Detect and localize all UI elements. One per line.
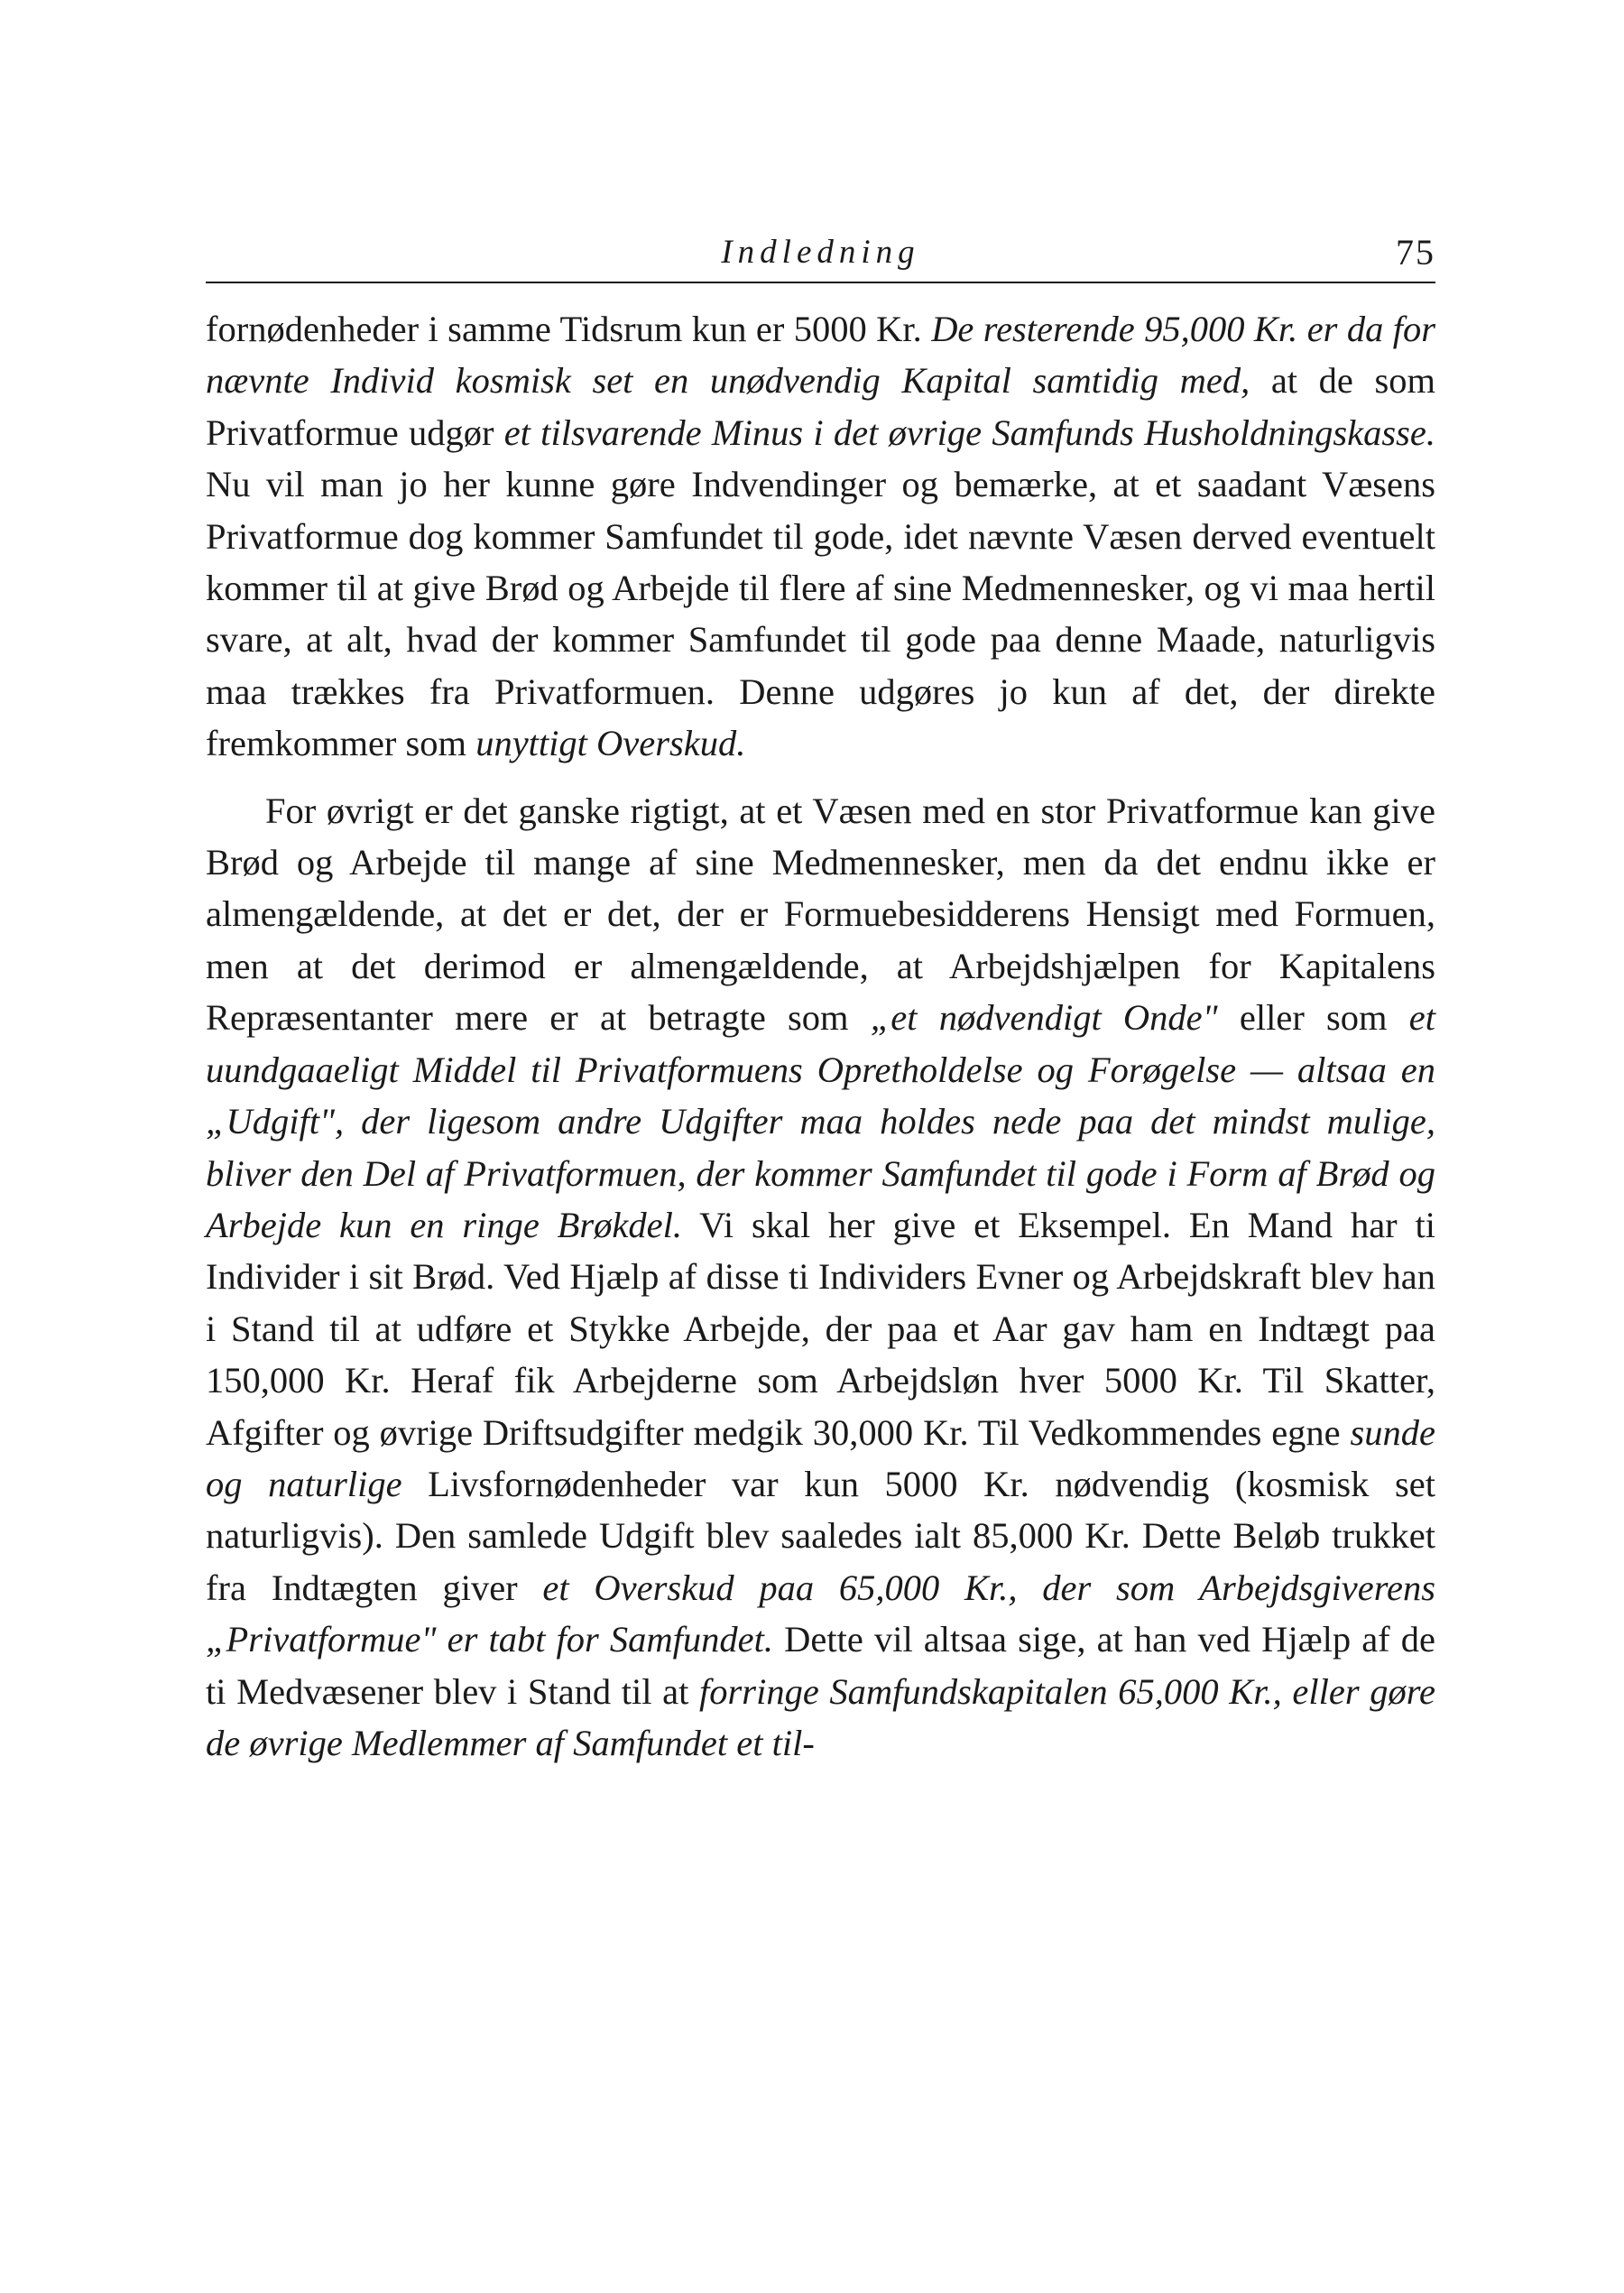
text-run: Livsfornødenheder var kun 5000 Kr. nødvendig (kosmisk set naturligvis). Den samlede Udgift blev saaledes ialt 85,000 Kr. Dette Beløb trukket fra Indtægten giver [206, 1463, 1435, 1608]
italic-run: et uundgaaeligt Middel til Privatformuens Opretholdelse og Forøgelse — altsaa en „Udgift", der ligesom andre Udgifter maa holdes nede paa det mindst mulige, bliver den Del af Privatformuen, der kommer Samfundet til gode i Form af Brød og Arbejde kun en ringe Brøkdel. [206, 997, 1435, 1245]
text-run: Nu vil man jo her kunne gøre Indvendinger og bemærke, at et saadant Væsens Privatformue dog kommer Samfundet til gode, idet nævnte Væsen derved eventuelt kommer til at give Brød og Arbejde til flere af sine Medmennesker, og vi maa hertil svare, at alt, hvad der kommer Samfundet til gode paa denne Maade, naturligvis maa trækkes fra Privatformuen. Denne udgøres jo kun af det, der direkte fremkommer som [206, 464, 1435, 764]
running-header [206, 226, 1435, 283]
text-run: fornødenheder i samme Tidsrum kun er 5000 Kr. [206, 309, 932, 349]
paragraph [206, 785, 1435, 1770]
running-title: Indledning [721, 234, 920, 271]
text-run: Vi skal her give et Eksempel. En Mand har ti Individer i sit Brød. Ved Hjælp af disse ti Individers Evner og Arbejdskraft blev han i Stand til at udføre et Stykke Arbejde, der paa et Aar gav ham en Indtægt paa 150,000 Kr. Heraf fik Arbejderne som Arbejdsløn hver 5000 Kr. Til Skatter, Afgifter og øvrige Driftsudgifter medgik 30,000 Kr. Til Vedkommendes egne [206, 1204, 1435, 1453]
paragraph [206, 303, 1435, 770]
italic-run: unyttigt Overskud. [475, 723, 746, 764]
italic-run: sunde og naturlige [206, 1411, 1435, 1504]
italic-run: forringe Samfundskapitalen 65,000 Kr., eller gøre de øvrige Medlemmer af Samfundet et til- [206, 1670, 1435, 1763]
italic-run: et Overskud paa 65,000 Kr., der som Arbejdsgiverens „Privatformue" er tabt for Samfundet. [206, 1567, 1435, 1660]
body-text [206, 303, 1435, 1769]
page-number: 75 [1396, 232, 1435, 273]
italic-run: De resterende 95,000 Kr. er da for nævnte Individ kosmisk set en unødvendig Kapital samtidig med, [206, 309, 1435, 402]
italic-run: „et nødvendigt Onde" [870, 997, 1218, 1039]
text-run: at de som Privatformue udgør [206, 360, 1435, 453]
book-page [206, 226, 1435, 1769]
text-run: Dette vil altsaa sige, at han ved Hjælp af de ti Medvæsener blev i Stand til at [206, 1619, 1435, 1712]
text-run: For øvrigt er det ganske rigtigt, at et Væsen med en stor Privatformue kan give Brød og Arbejde til mange af sine Medmennesker, men da det endnu ikke er almengældende, at det er det, der er Formuebesidderens Hensigt med Formuen, men at det derimod er almengældende, at Arbejdshjælpen for Kapitalens Repræsentanter mere er at betragte som [206, 790, 1435, 1039]
text-run: eller som [1217, 997, 1409, 1039]
italic-run: et tilsvarende Minus i det øvrige Samfunds Husholdningskasse. [503, 411, 1435, 453]
